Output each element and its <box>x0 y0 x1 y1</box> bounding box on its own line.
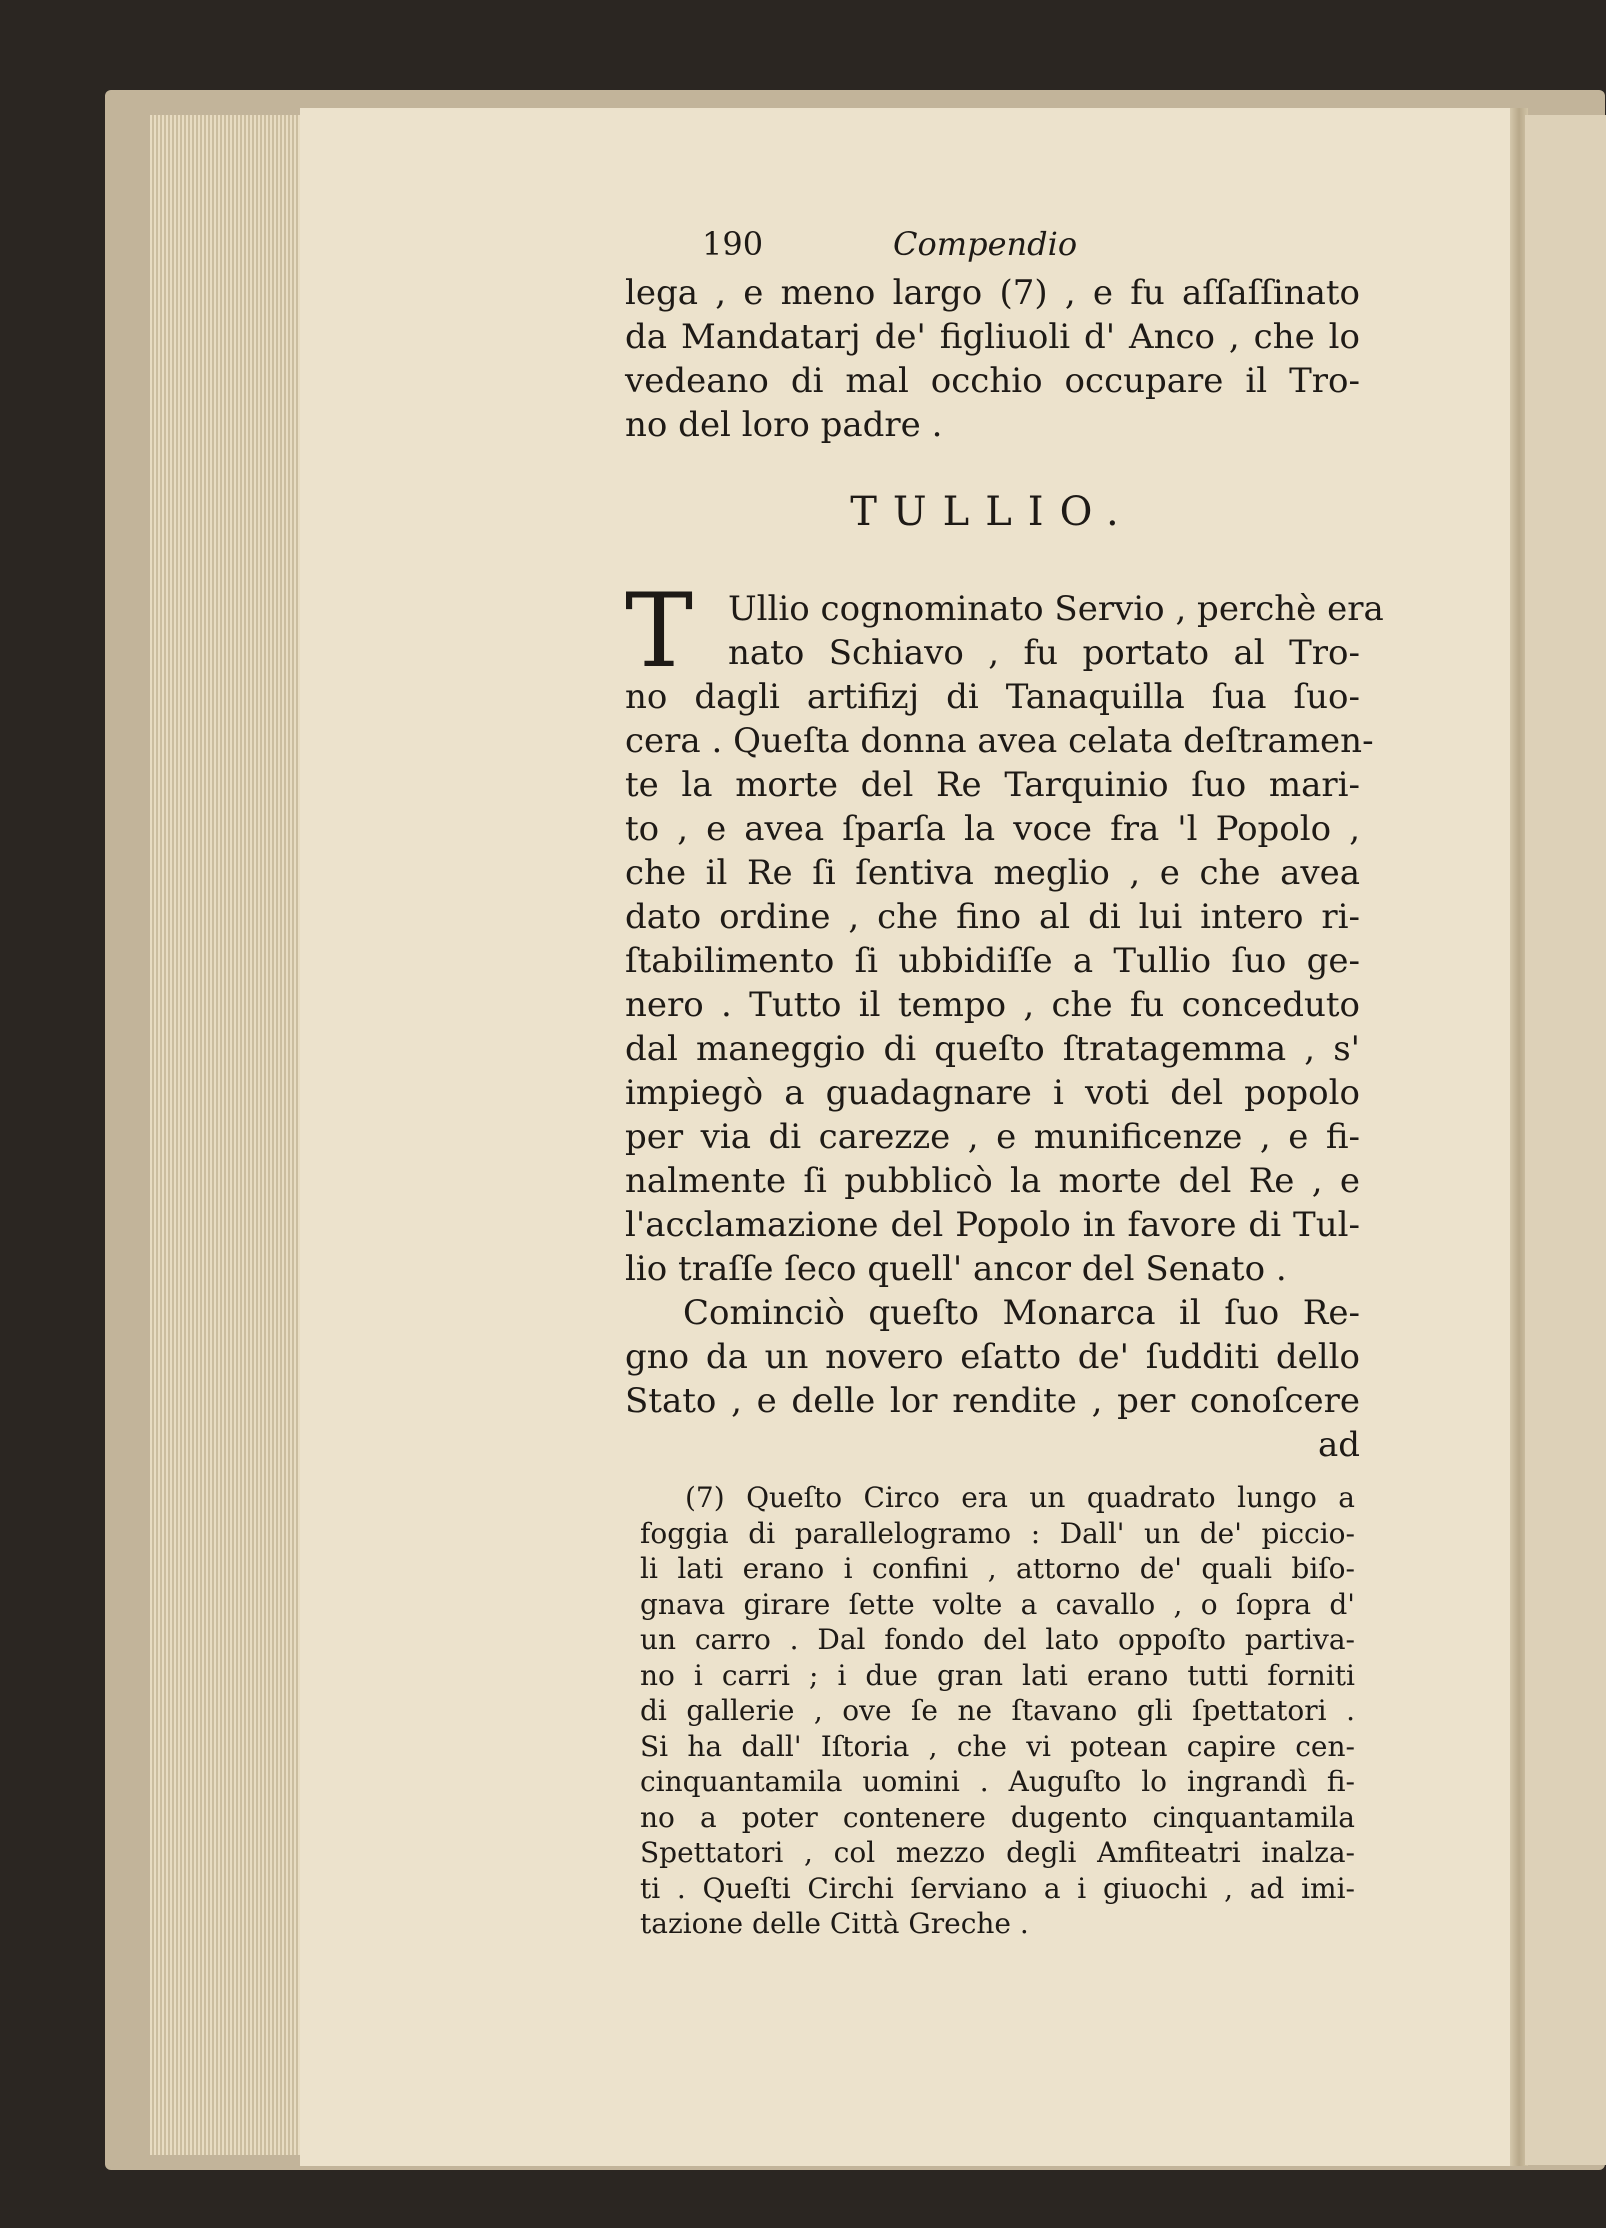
text-line: impiegò a guadagnare i voti del popolo <box>625 1073 1360 1113</box>
footnote-line: ti . Queſti Circhi ſerviano a i giuochi , ad imi- <box>640 1871 1355 1905</box>
footnote-line: foggia di parallelogramo : Dall' un de' piccio- <box>640 1516 1355 1550</box>
text-line: nalmente ſi pubblicò la morte del Re , e <box>625 1161 1360 1201</box>
text-line: dato ordine , che fino al di lui intero ri- <box>625 897 1360 937</box>
text-line: cera . Queſta donna avea celata deſtramen- <box>625 721 1374 761</box>
main-text <box>625 225 1384 1467</box>
drop-cap: T <box>625 572 694 691</box>
footnote-line: no a poter contenere dugento cinquantamila <box>640 1800 1355 1834</box>
footnote <box>640 1480 1355 1942</box>
footnote-line: cinquantamila uomini . Auguſto lo ingrandì fi- <box>640 1765 1355 1798</box>
text-line: nero . Tutto il tempo , che fu conceduto <box>625 985 1360 1025</box>
text-line: che il Re ſi ſentiva meglio , e che avea <box>625 853 1360 893</box>
text-line: no del loro padre . <box>625 405 943 445</box>
text-line: no dagli artifizj di Tanaquilla ſua ſuo- <box>625 677 1360 717</box>
footnote-line: gnava girare ſette volte a cavallo , o ſopra d' <box>640 1587 1355 1621</box>
text-line: to , e avea ſparſa la voce fra 'l Popolo , <box>625 809 1360 849</box>
footnote-line: tazione delle Città Greche . <box>640 1907 1029 1940</box>
text-line: Ullio cognominato Servio , perchè era <box>728 589 1384 629</box>
page-number: 190 <box>702 225 764 263</box>
text-line: dal maneggio di queſto ſtratagemma , s' <box>625 1029 1360 1069</box>
footnote-line: Si ha dall' Iſtoria , che vi potean capire cen- <box>640 1729 1355 1763</box>
footnote-line: di gallerie , ove ſe ne ſtavano gli ſpettatori . <box>640 1694 1355 1727</box>
footnote-line: li lati erano i confini , attorno de' quali biſo- <box>640 1552 1355 1585</box>
text-line: lega , e meno largo (7) , e fu aſſaſſinato <box>625 273 1360 313</box>
catchword: ad <box>1317 1425 1360 1465</box>
text-line: lio traſſe ſeco quell' ancor del Senato . <box>625 1249 1287 1289</box>
text-line: per via di carezze , e munificenze , e fi- <box>625 1117 1360 1157</box>
text-line: da Mandatarj de' figliuoli d' Anco , che lo <box>625 317 1360 357</box>
text-line: l'acclamazione del Popolo in favore di Tul- <box>625 1205 1360 1245</box>
section-title: TULLIO. <box>850 489 1135 535</box>
text-line: vedeano di mal occhio occupare il Tro- <box>625 361 1360 401</box>
footnote-line: no i carri ; i due gran lati erano tutti forniti <box>640 1658 1355 1692</box>
page-header <box>625 225 1360 271</box>
text-line: nato Schiavo , fu portato al Tro- <box>728 633 1360 673</box>
text-line: te la morte del Re Tarquinio ſuo mari- <box>625 765 1360 805</box>
footnote-line: Spettatori , col mezzo degli Amfiteatri inalza- <box>640 1836 1355 1869</box>
facing-page-edge <box>1525 115 1606 2165</box>
footnote-line: (7) Queſto Circo era un quadrato lungo a <box>685 1481 1355 1514</box>
paragraph-opening <box>625 572 1384 691</box>
text-line: Cominciò queſto Monarca il ſuo Re- <box>683 1293 1360 1333</box>
text-line: ſtabilimento ſi ubbidiſſe a Tullio ſuo ge- <box>625 941 1360 981</box>
text-line: Stato , e delle lor rendite , per conoſcere <box>625 1381 1360 1421</box>
page-edges <box>150 115 310 2155</box>
footnote-line: un carro . Dal fondo del lato oppoſto partiva- <box>640 1623 1355 1656</box>
running-title: Compendio <box>893 225 1078 263</box>
text-line: gno da un novero eſatto de' ſudditi dello <box>625 1337 1360 1377</box>
